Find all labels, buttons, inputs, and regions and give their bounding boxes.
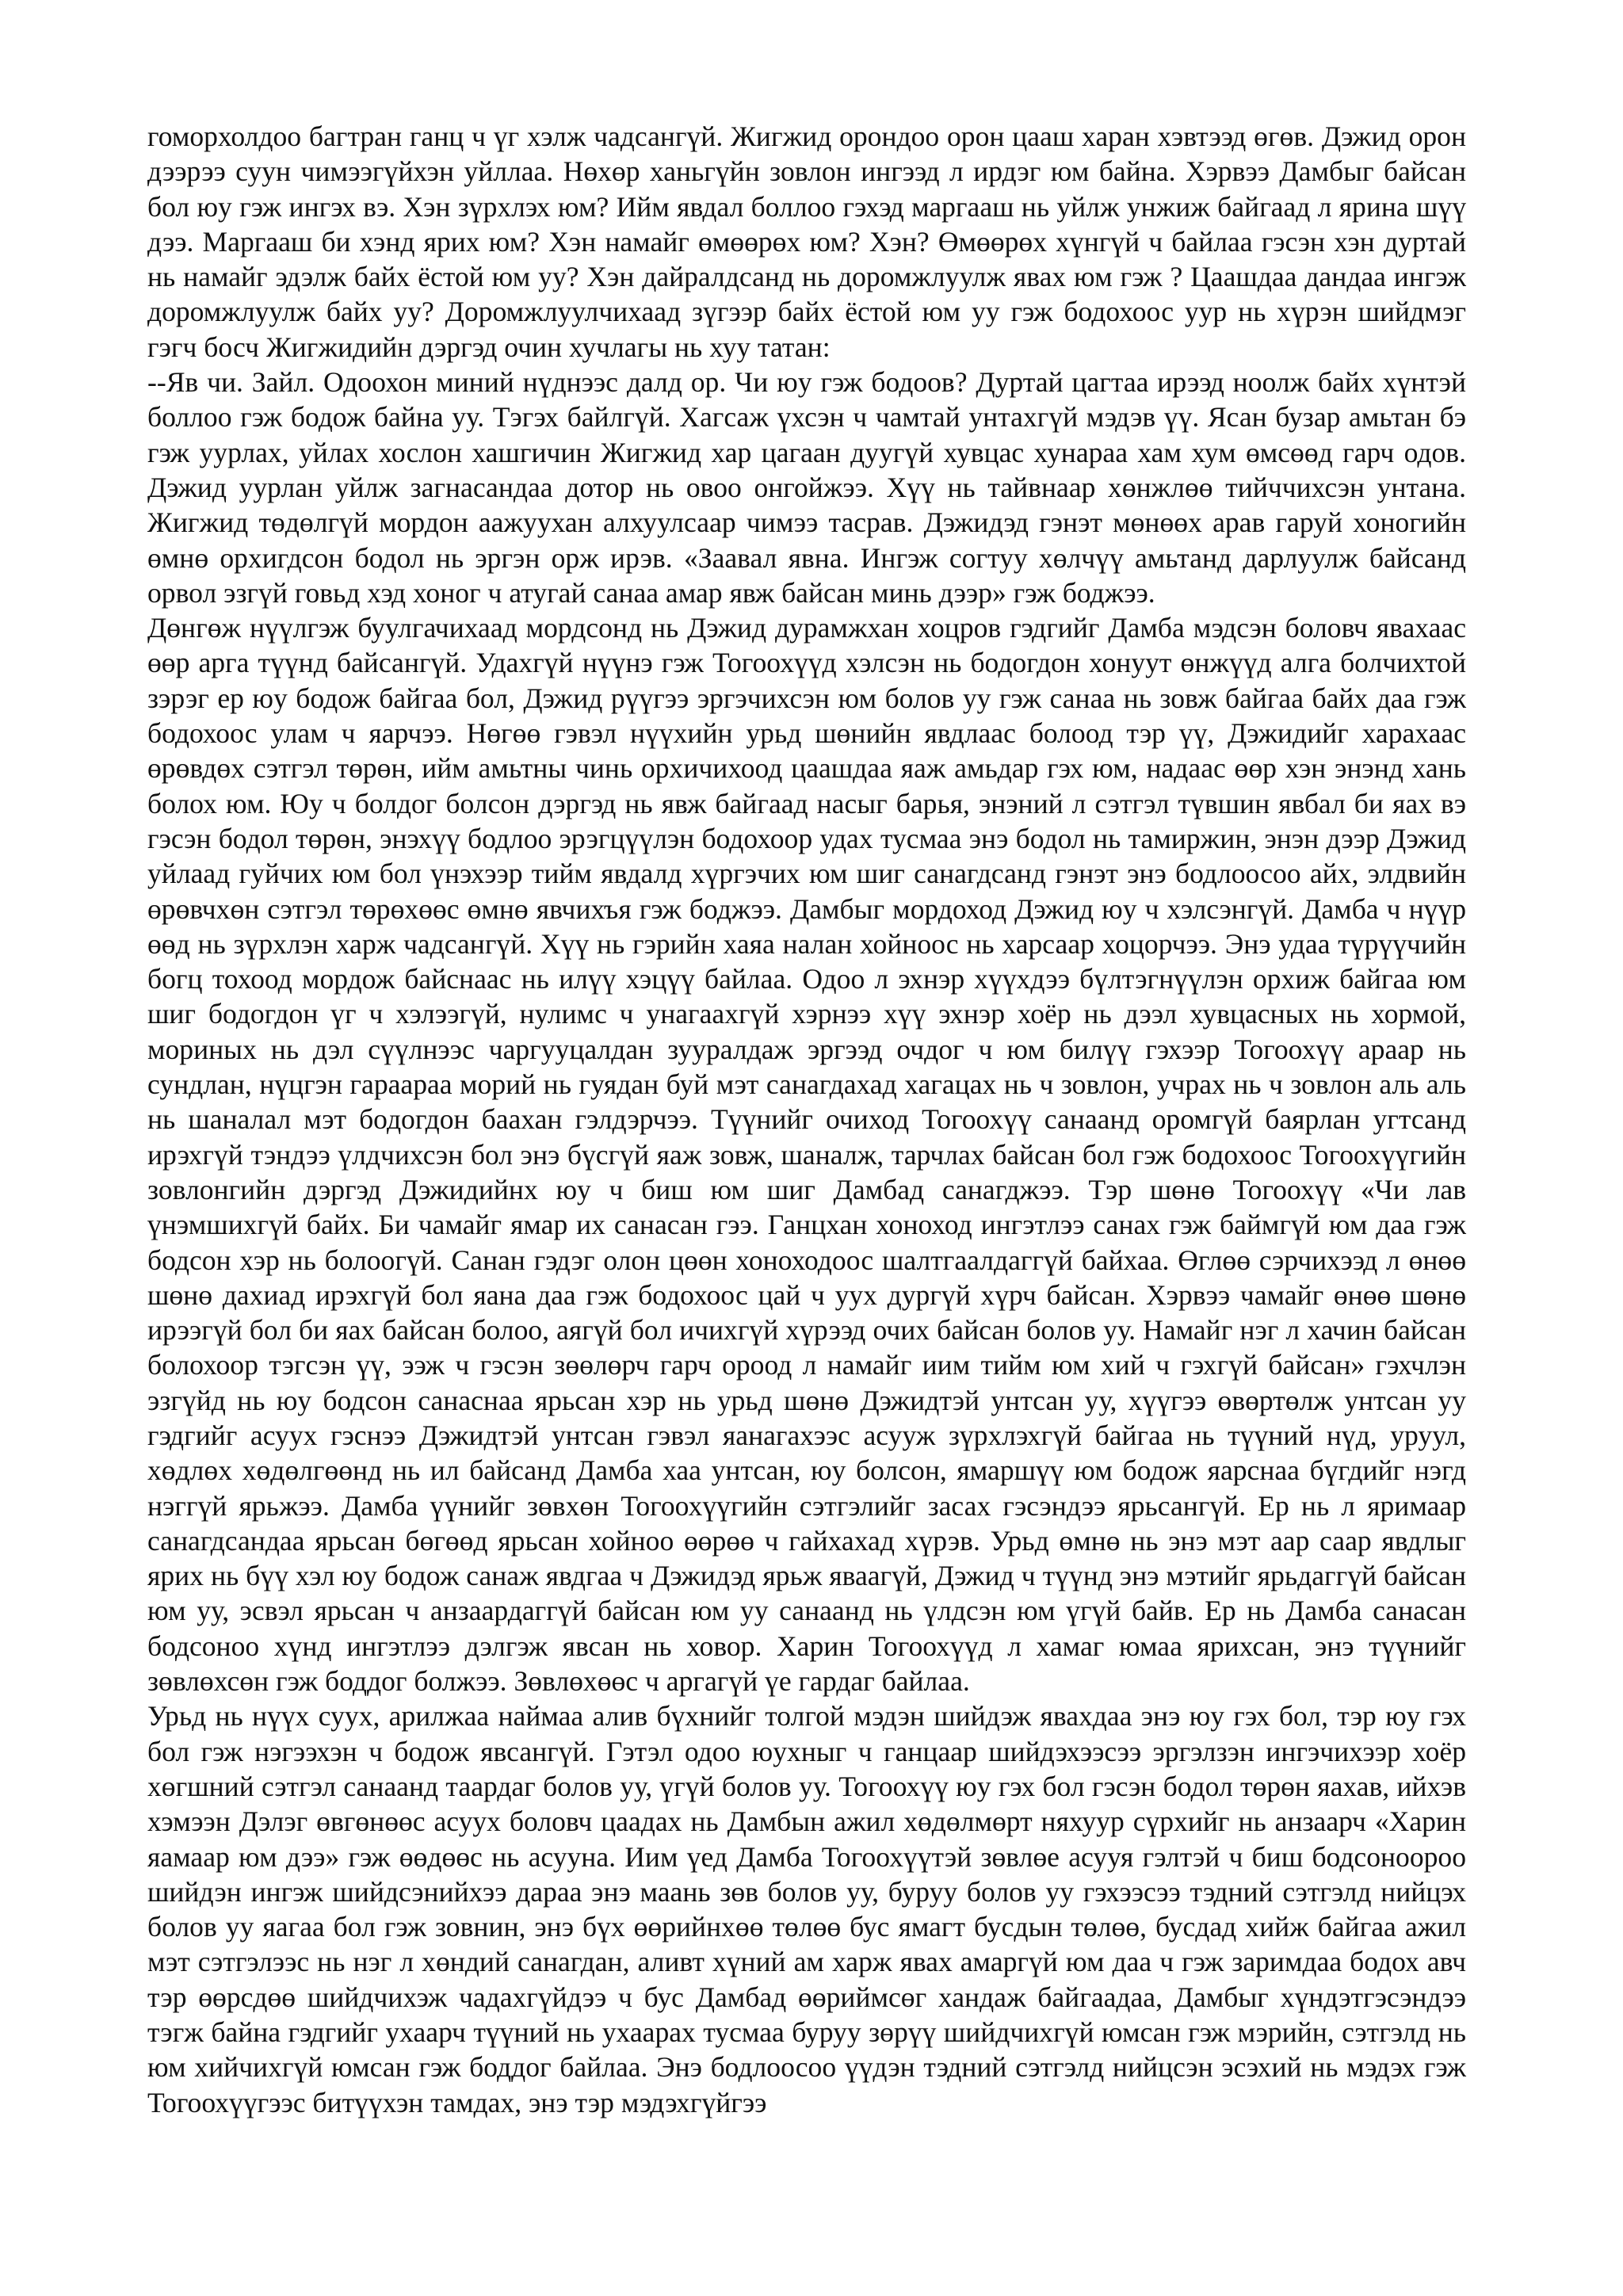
- paragraph-4: Урьд нь нүүх суух, арилжаа наймаа алив бүхнийг толгой мэдэн шийдэж явахдаа энэ юу гэх бол, тэр юу гэх бол гэж нэгээхэн ч бодож явсангүй. Гэтэл одоо юухныг ч ганцаар шийдэхээсээ эргэлзэн ингэчихээр хоёр хөгшний сэтгэл санаанд таардаг болов уу, үгүй болов уу. Тогоохүү юу гэх бол гэсэн бодол төрөн яахав, ийхэв хэмээн Дэлэг өвгөнөөс асуух боловч цаадах нь Дамбын ажил хөдөлмөрт няхуур сүрхийг нь анзаарч «Харин яамаар юм дээ» гэж өөдөөс нь асууна. Иим үед Дамба Тогоохүүтэй зөвлөе асууя гэлтэй ч биш бодсоноороо шийдэн ингэж шийдсэнийхээ дараа энэ маань зөв болов уу, буруу болов уу гэхээсээ тэдний сэтгэлд нийцэх болов уу яагаа бол гэж зовнин, энэ бүх өөрийнхөө төлөө бус ямагт бусдын төлөө, бусдад хийж байгаа ажил мэт сэтгэлээс нь нэг л хөндий санагдан, аливт хүний ам харж явах амаргүй юм даа ч гэж заримдаа бодох авч тэр өөрсдөө шийдчихэж чадахгүйдээ ч бус Дамбад өөриймсөг хандаж байгаадаа, Дамбыг хүндэтгэсэндээ тэгж байна гэдгийг ухаарч түүний нь ухаарах тусмаа буруу зөрүү шийдчихгүй юмсан гэж мэрийн, сэтгэлд нь юм хийчихгүй юмсан гэж боддог байлаа. Энэ бодлоосоо үүдэн тэдний сэтгэлд нийцсэн эсэхий нь мэдэх гэж Тогоохүүгээс битүүхэн тамдах, энэ тэр мэдэхгүйгээ: [147, 1700, 1466, 2118]
- paragraph-1: гоморхолдоо багтран ганц ч үг хэлж чадсангүй. Жигжид орондоо орон цааш харан хэвтээд өгөв. Дэжид орон дээрээ суун чимээгүйхэн уйллаа. Нөхөр ханьгүйн зовлон ингээд л ирдэг юм байна. Хэрвээ Дамбыг байсан бол юу гэж ингэх вэ. Хэн зүрхлэх юм? Ийм явдал боллоо гэхэд маргааш нь уйлж унжиж байгаад л ярина шүү дээ. Маргааш би хэнд ярих юм? Хэн намайг өмөөрөх юм? Хэн? Өмөөрөх хүнгүй ч байлаа гэсэн хэн дуртай нь намайг эдэлж байх ёстой юм уу? Хэн дайралдсанд нь доромжлуулж явах юм гэж ? Цаашдаа дандаа ингэж доромжлуулж байх уу? Доромжлуулчихаад зүгээр байх ёстой юм уу гэж бодохоос уур нь хүрэн шийдмэг гэгч босч Жигжидийн дэргэд очин хучлагы нь хуу татан:: [147, 120, 1466, 363]
- paragraph-3: Дөнгөж нүүлгэж буулгачихаад мордсонд нь Дэжид дурамжхан хоцров гэдгийг Дамба мэдсэн боловч явахаас өөр арга түүнд байсангүй. Удахгүй нүүнэ гэж Тогоохүүд хэлсэн нь бодогдон хонуут өнжүүд алга болчихтой зэрэг ер юу бодож байгаа бол, Дэжид рүүгээ эргэчихсэн юм болов уу гэж санаа нь зовж байгаа байх даа гэж бодохоос улам ч яарчээ. Нөгөө гэвэл нүүхийн урьд шөнийн явдлаас болоод тэр үү, Дэжидийг харахаас өрөвдөх сэтгэл төрөн, ийм амьтны чинь орхичихоод цаашдаа яаж амьдар гэх юм, надаас өөр хэн энэнд хань болох юм. Юу ч болдог болсон дэргэд нь явж байгаад насыг барья, энэний л сэтгэл түвшин явбал би яах вэ гэсэн бодол төрөн, энэхүү бодлоо эрэгцүүлэн бодохоор удах тусмаа энэ бодол нь тамиржин, энэн дээр Дэжид уйлаад гуйчих юм бол үнэхээр тийм явдалд хүргэчих юм шиг санагдсанд гэнэт энэ бодлоосоо айх, элдвийн өрөвчхөн сэтгэл төрөхөөс өмнө явчихъя гэж боджээ. Дамбыг мордоход Дэжид юу ч хэлсэнгүй. Дамба ч нүүр өөд нь зүрхлэн харж чадсангүй. Хүү нь гэрийн хаяа налан хойноос нь харсаар хоцорчээ. Энэ удаа түрүүчийн богц тохоод мордож байснаас нь илүү хэцүү байлаа. Одоо л эхнэр хүүхдээ бүлтэгнүүлэн орхиж байгаа юм шиг бодогдон үг ч хэлээгүй, нулимс ч унагаахгүй хэрнээ хүү эхнэр хоёр нь дээл хувцасных нь хормой, мориных нь дэл сүүлнээс чаргууцалдан зууралдаж эргээд очдог ч юм билүү гэхээр Тогоохүү араар нь сундлан, нүцгэн гараараа морий нь гуядан буй мэт санагдахад хагацах нь ч зовлон, учрах нь ч зовлон аль аль нь шаналал мэт бодогдон баахан гэлдэрчээ. Түүнийг очиход Тогоохүү санаанд оромгүй баярлан угтсанд ирэхгүй тэндээ үлдчихсэн бол энэ бүсгүй яаж зовж, шаналж, тарчлах байсан бол гэж бодохоос Тогоохүүгийн зовлонгийн дэргэд Дэжидийнх юу ч биш юм шиг Дамбад санагджээ. Тэр шөнө Тогоохүү «Чи лав үнэмшихгүй байх. Би чамайг ямар их санасан гээ. Ганцхан хоноход ингэтлээ санах гэж баймгүй юм даа гэж бодсон хэр нь болоогүй. Санан гэдэг олон цөөн хоноходоос шалтгаалдаггүй байхаа. Өглөө сэрчихээд л өнөө шөнө дахиад ирэхгүй бол яана даа гэж бодохоос цай ч уух дургүй хүрч байсан. Хэрвээ чамайг өнөө шөнө ирээгүй бол би яах байсан болоо, аягүй бол ичихгүй хүрээд очих байсан болов уу. Намайг нэг л хачин байсан болохоор тэгсэн үү, ээж ч гэсэн зөөлөрч гарч ороод л намайг иим тийм юм хий ч гэхгүй байсан» гэхчлэн эзгүйд нь юу бодсон санаснаа ярьсан хэр нь урьд шөнө Дэжидтэй унтсан уу, хүүгээ өвөртөлж унтсан уу гэдгийг асуух гэснээ Дэжидтэй унтсан гэвэл яанагахээс асууж зүрхлэхгүй байгаа нь түүний нүд, уруул, хөдлөх хөдөлгөөнд нь ил байсанд Дамба хаа унтсан, юу болсон, ямаршүү юм бодож яарснаа бүгдийг нэгд нэггүй ярьжээ. Дамба үүнийг зөвхөн Тогоохүүгийн сэтгэлийг засах гэсэндээ ярьсангүй. Ер нь л яримаар санагдсандаа ярьсан бөгөөд ярьсан хойноо өөрөө ч гайхахад хүрэв. Урьд өмнө нь энэ мэт аар саар явдлыг ярих нь бүү хэл юу бодож санаж явдгаа ч Дэжидэд ярьж яваагүй, Дэжид ч түүнд энэ мэтийг ярьдаггүй байсан юм уу, эсвэл ярьсан ч анзаардаггүй байсан юм уу санаанд нь үлдсэн юм үгүй байв. Ер нь Дамба санасан бодсоноо хүнд ингэтлээ дэлгэж явсан нь ховор. Харин Тогоохүүд л хамаг юмаа ярихсан, энэ түүнийг зөвлөхсөн гэж боддог болжээ. Зөвлөхөөс ч аргагүй үе гардаг байлаа.: [147, 612, 1466, 1698]
- document-page: [147, 119, 1466, 2120]
- paragraph-2: --Яв чи. Зайл. Одоохон миний нүднээс далд ор. Чи юу гэж бодоов? Дуртай цагтаа ирээд ноолж байх хүнтэй боллоо гэж бодож байна уу. Тэгэх байлгүй. Хагсаж үхсэн ч чамтай унтахгүй мэдэв үү. Ясан бузар амьтан бэ гэж уурлах, уйлах хослон хашгичин Жигжид хар цагаан дуугүй хувцас хунараа хам хум өмсөөд гарч одов. Дэжид уурлан уйлж загнасандаа дотор нь овоо онгойжээ. Хүү нь тайвнаар хөнжлөө тийччихсэн унтана. Жигжид төдөлгүй мордон аажуухан алхуулсаар чимээ тасрав. Дэжидэд гэнэт мөнөөх арав гаруй хоногийн өмнө орхигдсон бодол нь эргэн орж ирэв. «Заавал явна. Ингэж согтуу хөлчүү амьтанд дарлуулж байсанд орвол эзгүй говьд хэд хоног ч атугай санаа амар явж байсан минь дээр» гэж боджээ.: [147, 366, 1466, 609]
